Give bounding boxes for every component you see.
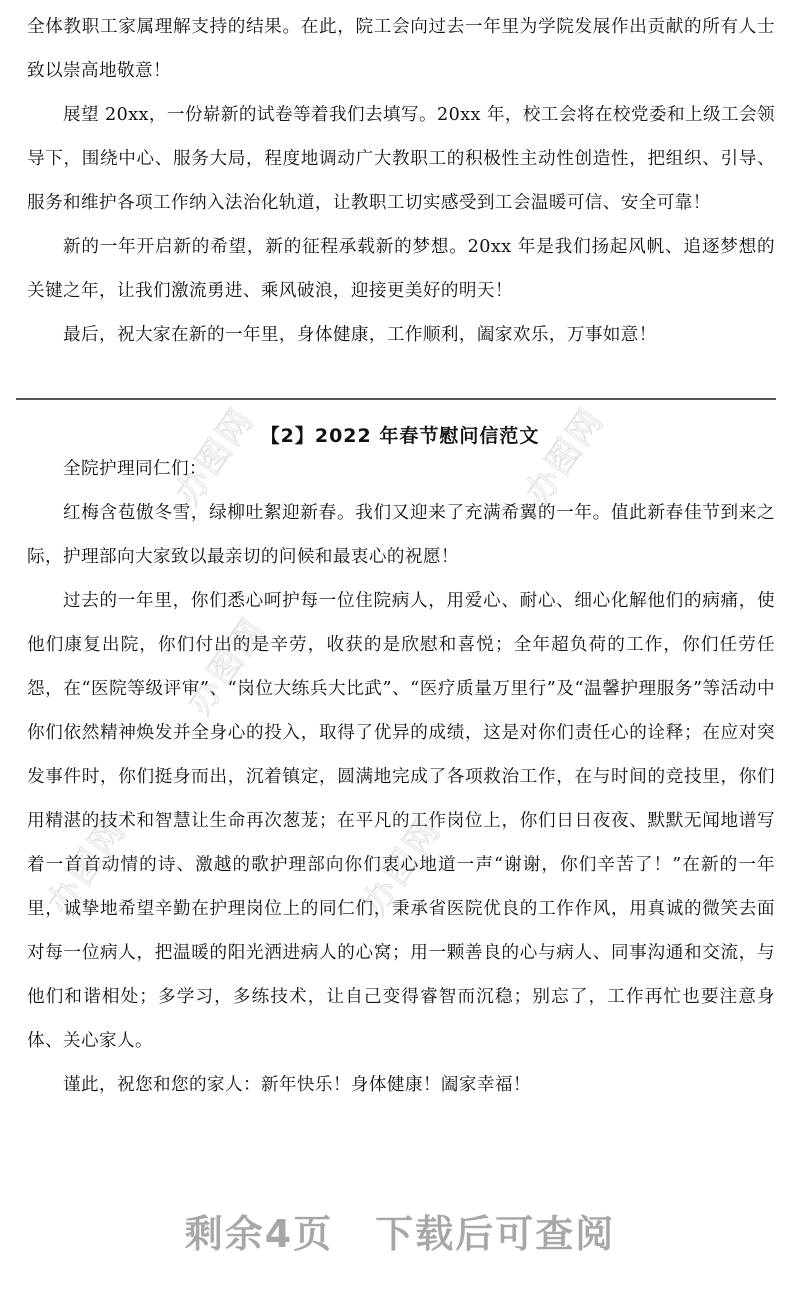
download-prompt-banner[interactable] <box>0 1203 800 1258</box>
section-2-body <box>27 447 775 1107</box>
watermark: 办图网 <box>517 400 613 513</box>
paragraph: 新的一年开启新的希望，新的征程承载新的梦想。20xx 年是我们扬起风帆、追逐梦想的关键之年，让我们激流勇进、乘风破浪，迎接更美好的明天！ <box>27 237 775 301</box>
paragraph: 最后，祝大家在新的一年里，身体健康，工作顺利，阖家欢乐，万事如意！ <box>63 325 657 345</box>
paragraph: 展望 20xx，一份崭新的试卷等着我们去填写。20xx 年，校工会将在校党委和上级工会领导下，围绕中心、服务大局，程度地调动广大教职工的积极性主动性创造性，把组织、引导、服务和维护各项工作纳入法治化轨道，让教职工切实感受到工会温暖可信、安全可靠！ <box>27 105 775 213</box>
section-2-title: 【2】2022 年春节慰问信范文 <box>260 425 540 447</box>
watermark: 办图网 <box>39 810 135 923</box>
paragraph: 过去的一年里，你们悉心呵护每一位住院病人，用爱心、耐心、细心化解他们的病痛，使他们康复出院，你们付出的是辛劳，收获的是欣慰和喜悦；全年超负荷的工作，你们任劳任怨，在“医院等级评审”、“岗位大练兵大比武”、“医疗质量万里行”及“温馨护理服务”等活动中你们依然精神焕发并全身心的投入，取得了优异的成绩，这是对你们责任心的诠释；在应对突发事件时，你们挺身而出，沉着镇定，圆满地完成了各项救治工作，在与时间的竞技里，你们用精湛的技术和智慧让生命再次葱茏；在平凡的工作岗位上，你们日日夜夜、默默无闻地谱写着一首首动情的诗、激越的歌护理部向你们衷心地道一声“谢谢，你们辛苦了！”在新的一年里，诚挚地希望辛勤在护理岗位上的同仁们，秉承省医院优良的工作作风，用真诚的微笑去面对每一位病人，把温暖的阳光洒进病人的心窝；用一颗善良的心与病人、同事沟通和交流，与他们和谐相处；多学习，多练技术，让自己变得睿智而沉稳；别忘了，工作再忙也要注意身体、关心家人。 <box>27 591 775 1051</box>
remaining-pages-label: 剩余4页 <box>184 1212 334 1256</box>
watermark: 办图网 <box>167 400 263 513</box>
section-1-body <box>27 5 775 357</box>
paragraph: 红梅含苞傲冬雪，绿柳吐絮迎新春。我们又迎来了充满希翼的一年。值此新春佳节到来之际，护理部向大家致以最亲切的问候和最衷心的祝愿！ <box>27 503 775 567</box>
closing-paragraph: 谨此，祝您和您的家人：新年快乐！身体健康！阖家幸福！ <box>63 1075 531 1095</box>
download-to-read-label[interactable]: 下载后可查阅 <box>375 1212 616 1256</box>
salutation: 全院护理同仁们： <box>63 459 207 479</box>
section-divider <box>16 398 776 400</box>
watermark: 办图网 <box>354 810 450 923</box>
watermark: 办图网 <box>179 610 275 723</box>
paragraph: 全体教职工家属理解支持的结果。在此，院工会向过去一年里为学院发展作出贡献的所有人士致以崇高地敬意！ <box>27 17 775 81</box>
